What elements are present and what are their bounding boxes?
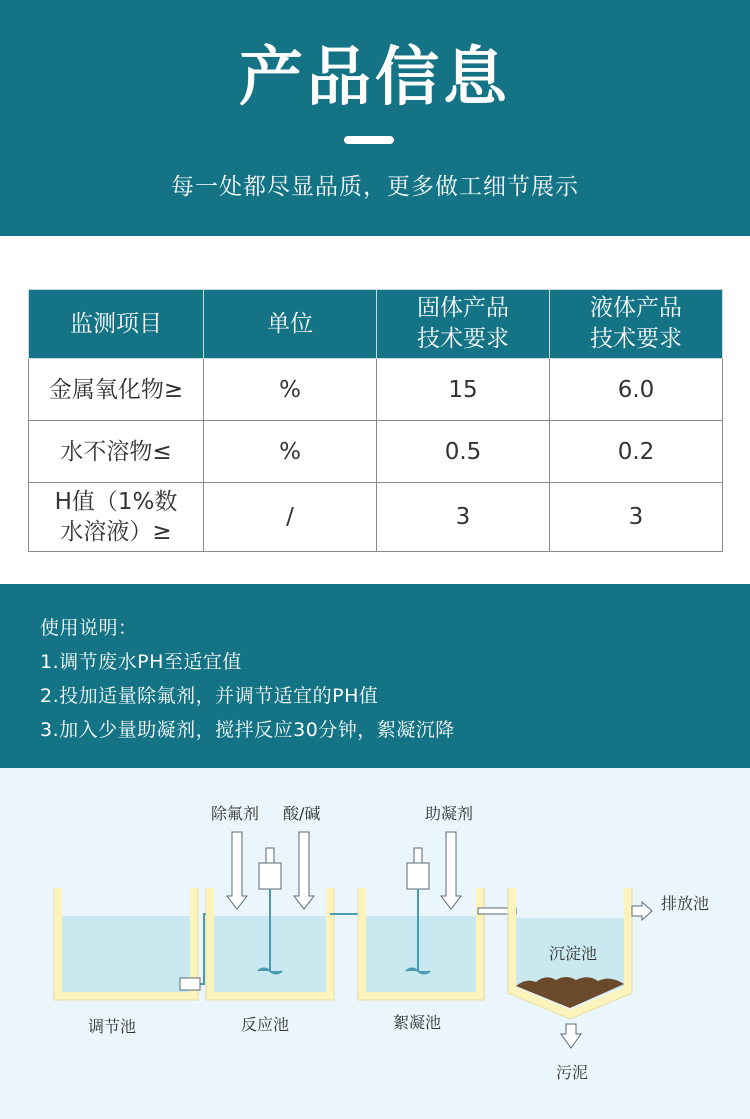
table-row (29, 359, 723, 421)
usage-step: 1.调节废水PH至适宜值 (40, 651, 242, 673)
cell-unit: % (204, 421, 377, 483)
page-subtitle: 每一处都尽显品质，更多做工细节展示 (171, 174, 579, 200)
spec-table (28, 289, 723, 552)
cell-item: H值（1%数 水溶液）≥ (29, 483, 204, 552)
label-acid-base: 酸/碱 (283, 804, 321, 823)
page-title: 产品信息 (239, 41, 511, 115)
title-divider (344, 136, 394, 144)
label-regulating-tank: 调节池 (88, 1017, 137, 1036)
usage-section (0, 584, 750, 768)
usage-step: 3.加入少量助凝剂，搅拌反应30分钟，絮凝沉降 (40, 719, 455, 741)
regulating-tank (54, 888, 214, 1000)
cell-liquid: 6.0 (550, 359, 723, 421)
usage-title: 使用说明： (40, 617, 138, 639)
table-row (29, 421, 723, 483)
col-header-solid: 固体产品 技术要求 (377, 290, 550, 359)
cell-solid: 0.5 (377, 421, 550, 483)
label-coagulant: 助凝剂 (425, 804, 474, 823)
header-banner (0, 0, 750, 236)
label-settling-tank: 沉淀池 (549, 944, 598, 963)
col-header-liquid: 液体产品 技术要求 (550, 290, 723, 359)
table-row (29, 483, 723, 552)
cell-unit: % (204, 359, 377, 421)
cell-liquid: 0.2 (550, 421, 723, 483)
col-header-item: 监测项目 (29, 290, 204, 359)
label-sludge: 污泥 (556, 1063, 589, 1082)
label-flocculation-tank: 絮凝池 (393, 1013, 442, 1032)
cell-unit: / (204, 483, 377, 552)
process-diagram-svg (0, 768, 750, 1119)
label-discharge: 排放池 (661, 894, 710, 913)
cell-item: 水不溶物≤ (29, 421, 204, 483)
usage-step: 2.投加适量除氟剂，并调节适宜的PH值 (40, 685, 379, 707)
cell-solid: 15 (377, 359, 550, 421)
reaction-tank (206, 848, 334, 1000)
cell-solid: 3 (377, 483, 550, 552)
label-defluoride: 除氟剂 (211, 804, 260, 823)
col-header-unit: 单位 (204, 290, 377, 359)
flocculation-tank (358, 848, 484, 1000)
table-header-row (29, 290, 723, 359)
cell-liquid: 3 (550, 483, 723, 552)
process-diagram (0, 768, 750, 1119)
label-reaction-tank: 反应池 (241, 1015, 290, 1034)
cell-item: 金属氧化物≥ (29, 359, 204, 421)
